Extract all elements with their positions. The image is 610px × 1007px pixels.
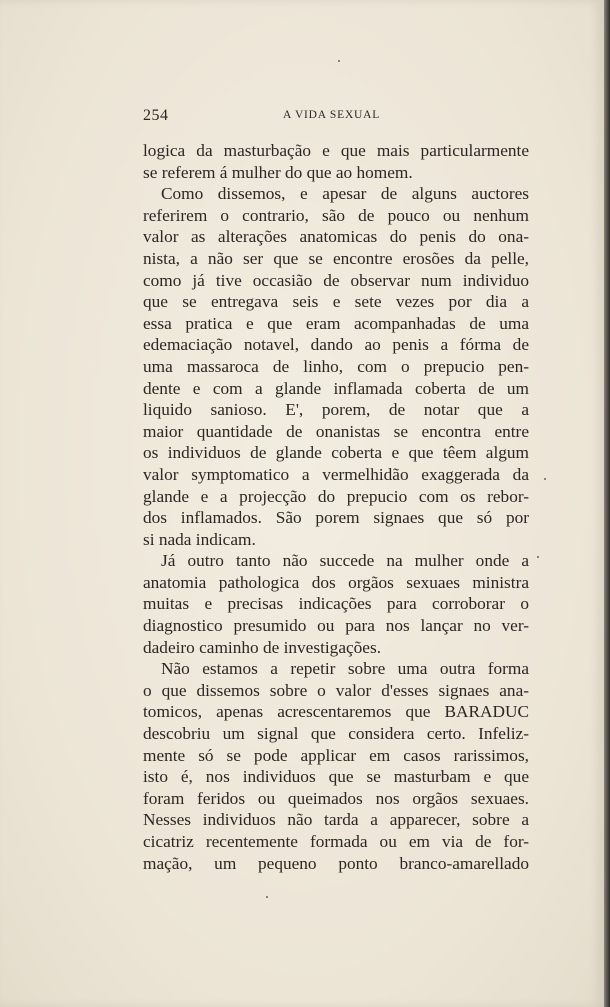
text-line: anatomia pathologica dos orgãos sexuaes ministra: [143, 572, 529, 592]
print-speck: [266, 896, 268, 898]
text-line: edemaciação notavel, dando ao penis a fórma de: [143, 335, 529, 355]
text-line: mação, um pequeno ponto branco-amarellado: [143, 853, 529, 873]
text-line: maior quantidade de onanistas se encontra entre: [143, 421, 529, 441]
print-speck: [537, 556, 539, 558]
book-title: A VIDA SEXUAL: [283, 109, 381, 121]
running-head: [143, 107, 529, 127]
text-line: valor symptomatico a vermelhidão exaggerada da: [143, 464, 529, 484]
text-line: Já outro tanto não succede na mulher onde a: [161, 551, 529, 571]
text-line: essa pratica e que eram acompanhadas de uma: [143, 313, 529, 333]
text-line: dente e com a glande inflamada coberta de um: [143, 378, 529, 398]
text-line: isto é, nos individuos que se masturbam e que: [143, 767, 529, 787]
page-edge-shadow: [604, 0, 610, 1007]
text-line: muitas e precisas indicações para corroborar o: [143, 594, 529, 614]
text-line: diagnostico presumido ou para nos lançar no ver-: [143, 616, 529, 636]
text-line: liquido sanioso. E', porem, de notar que a: [143, 400, 529, 420]
text-line: dadeiro caminho de investigações.: [143, 637, 382, 657]
text-line: logica da masturbação e que mais particularmente: [143, 141, 529, 160]
text-line: referirem o contrario, são de pouco ou nenhum: [143, 205, 529, 225]
text-line: dos inflamados. São porem signaes que só por: [143, 508, 529, 528]
print-speck: [544, 478, 546, 480]
text-line: que se entregava seis e sete vezes por dia a: [143, 292, 529, 312]
text-line: se referem á mulher do que ao homem.: [143, 162, 413, 182]
text-line: os individuos de glande coberta e que têem algum: [143, 443, 529, 463]
print-speck: [338, 60, 340, 62]
body-text: [143, 140, 529, 874]
text-line: Como dissemos, e apesar de alguns auctores: [161, 184, 529, 204]
text-line: tomicos, apenas acrescentaremos que BARADUC: [143, 702, 529, 722]
text-line: foram feridos ou queimados nos orgãos sexuaes.: [143, 788, 529, 808]
text-line: Não estamos a repetir sobre uma outra forma: [161, 659, 529, 679]
text-line: si nada indicam.: [143, 529, 256, 549]
text-line: como já tive occasião de observar num individuo: [143, 270, 529, 290]
text-line: o que dissemos sobre o valor d'esses signaes ana-: [143, 680, 529, 700]
text-line: cicatriz recentemente formada ou em via de for-: [143, 832, 529, 851]
text-line: nista, a não ser que se encontre erosões da pelle,: [143, 248, 529, 268]
page-number: 254: [143, 107, 169, 124]
text-line: valor as alterações anatomicas do penis do ona-: [143, 227, 529, 247]
text-line: descobriu um signal que considera certo. Infeliz-: [143, 724, 529, 744]
text-line: uma massaroca de linho, com o prepucio pen-: [143, 356, 529, 376]
text-line: Nesses individuos não tarda a apparecer, sobre a: [143, 810, 529, 830]
text-line: mente só se pode applicar em casos rarissimos,: [143, 745, 529, 765]
text-line: glande e a projecção do prepucio com os rebor-: [143, 486, 529, 506]
